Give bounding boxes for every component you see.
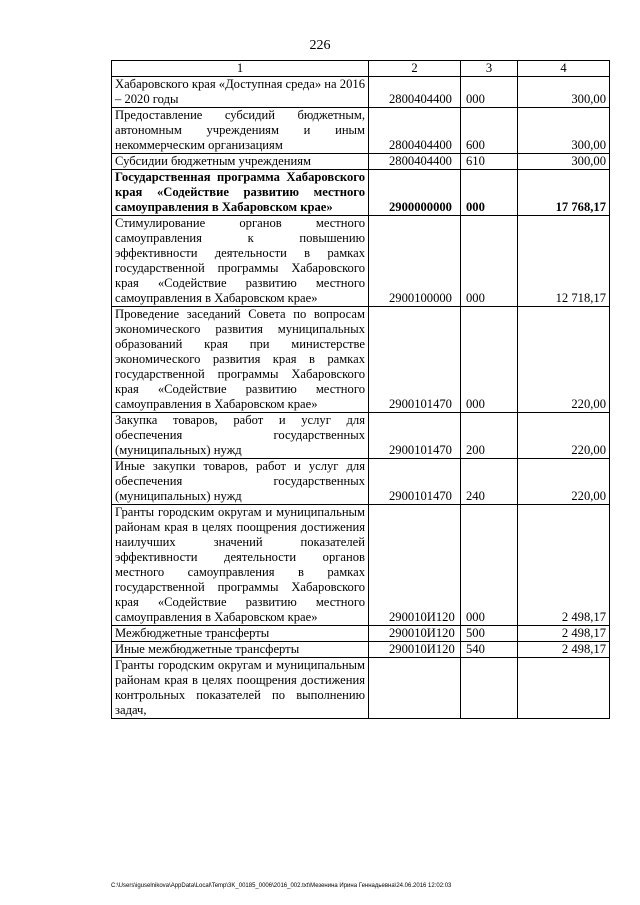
row-name-cell: Субсидии бюджетным учреждениям bbox=[112, 154, 369, 170]
row-name-cell: Гранты городским округам и муниципальным районам края в целях поощрения достижения наилучших значений показателей эффективности деятельности органов местного самоуправления в рамках государственной программы Хабаровского края «Содействие развитию местного самоуправления в Хабаровском крае» bbox=[112, 505, 369, 626]
row-code-cell: 290010И120 bbox=[369, 626, 461, 642]
row-type-cell bbox=[461, 658, 518, 719]
table-row bbox=[112, 413, 610, 459]
row-name-cell: Межбюджетные трансферты bbox=[112, 626, 369, 642]
row-type-cell: 540 bbox=[461, 642, 518, 658]
row-name-cell: Иные межбюджетные трансферты bbox=[112, 642, 369, 658]
row-code-cell: 290010И120 bbox=[369, 642, 461, 658]
row-code-cell bbox=[369, 658, 461, 719]
row-name-cell: Иные закупки товаров, работ и услуг для обеспечения государственных (муниципальных) нужд bbox=[112, 459, 369, 505]
table-row bbox=[112, 459, 610, 505]
row-type-cell: 000 bbox=[461, 77, 518, 108]
row-type-cell: 500 bbox=[461, 626, 518, 642]
row-code-cell: 2900101470 bbox=[369, 459, 461, 505]
header-cell: 4 bbox=[518, 61, 610, 77]
row-name-cell: Предоставление субсидий бюджетным, автономным учреждениям и иным некоммерческим организациям bbox=[112, 108, 369, 154]
table-row bbox=[112, 307, 610, 413]
row-code-cell: 2800404400 bbox=[369, 154, 461, 170]
row-type-cell: 000 bbox=[461, 216, 518, 307]
row-amount-cell: 17 768,17 bbox=[518, 170, 610, 216]
row-type-cell: 000 bbox=[461, 505, 518, 626]
table-row bbox=[112, 77, 610, 108]
row-code-cell: 290010И120 bbox=[369, 505, 461, 626]
row-name-cell: Закупка товаров, работ и услуг для обеспечения государственных (муниципальных) нужд bbox=[112, 413, 369, 459]
row-name-cell: Проведение заседаний Совета по вопросам экономического развития муниципальных образований края при министерстве экономического развития края в рамках государственной программы Хабаровского края «Содействие развитию местного самоуправления в Хабаровском крае» bbox=[112, 307, 369, 413]
table-row bbox=[112, 626, 610, 642]
table-row bbox=[112, 216, 610, 307]
table-row bbox=[112, 505, 610, 626]
header-cell: 3 bbox=[461, 61, 518, 77]
table-row bbox=[112, 154, 610, 170]
row-name-cell: Стимулирование органов местного самоуправления к повышению эффективности деятельности в рамках государственной программы Хабаровского края «Содействие развитию местного самоуправления в Хабаровском крае» bbox=[112, 216, 369, 307]
table-row bbox=[112, 108, 610, 154]
budget-table bbox=[111, 60, 610, 719]
row-amount-cell: 220,00 bbox=[518, 459, 610, 505]
header-cell: 1 bbox=[112, 61, 369, 77]
row-amount-cell: 300,00 bbox=[518, 154, 610, 170]
row-name-cell: Хабаровского края «Доступная среда» на 2016 – 2020 годы bbox=[112, 77, 369, 108]
row-type-cell: 600 bbox=[461, 108, 518, 154]
header-cell: 2 bbox=[369, 61, 461, 77]
row-type-cell: 200 bbox=[461, 413, 518, 459]
row-code-cell: 2900101470 bbox=[369, 307, 461, 413]
row-name-cell: Государственная программа Хабаровского края «Содействие развитию местного самоуправления в Хабаровском крае» bbox=[112, 170, 369, 216]
row-type-cell: 240 bbox=[461, 459, 518, 505]
row-type-cell: 610 bbox=[461, 154, 518, 170]
row-code-cell: 2900100000 bbox=[369, 216, 461, 307]
row-code-cell: 2900000000 bbox=[369, 170, 461, 216]
row-code-cell: 2900101470 bbox=[369, 413, 461, 459]
row-code-cell: 2800404400 bbox=[369, 108, 461, 154]
row-type-cell: 000 bbox=[461, 170, 518, 216]
row-amount-cell: 220,00 bbox=[518, 413, 610, 459]
row-amount-cell: 300,00 bbox=[518, 108, 610, 154]
row-amount-cell: 2 498,17 bbox=[518, 642, 610, 658]
row-amount-cell: 12 718,17 bbox=[518, 216, 610, 307]
row-code-cell: 2800404400 bbox=[369, 77, 461, 108]
page-number: 226 bbox=[309, 38, 331, 53]
table-header-row bbox=[112, 61, 610, 77]
table-row bbox=[112, 170, 610, 216]
file-path-footer: C:\Users\iguselnikova\AppData\Local\Temp\3K_00185_0006\2016_002.txt\Мезенина Ирина Геннадьевна\24.06.2016 12:02:03 bbox=[111, 883, 452, 889]
row-amount-cell: 220,00 bbox=[518, 307, 610, 413]
row-amount-cell bbox=[518, 658, 610, 719]
budget-table-body bbox=[112, 61, 610, 719]
row-name-cell: Гранты городским округам и муниципальным районам края в целях поощрения достижения контрольных показателей по выполнению задач, bbox=[112, 658, 369, 719]
row-type-cell: 000 bbox=[461, 307, 518, 413]
row-amount-cell: 2 498,17 bbox=[518, 505, 610, 626]
row-amount-cell: 300,00 bbox=[518, 77, 610, 108]
row-amount-cell: 2 498,17 bbox=[518, 626, 610, 642]
table-row bbox=[112, 642, 610, 658]
table-row bbox=[112, 658, 610, 719]
